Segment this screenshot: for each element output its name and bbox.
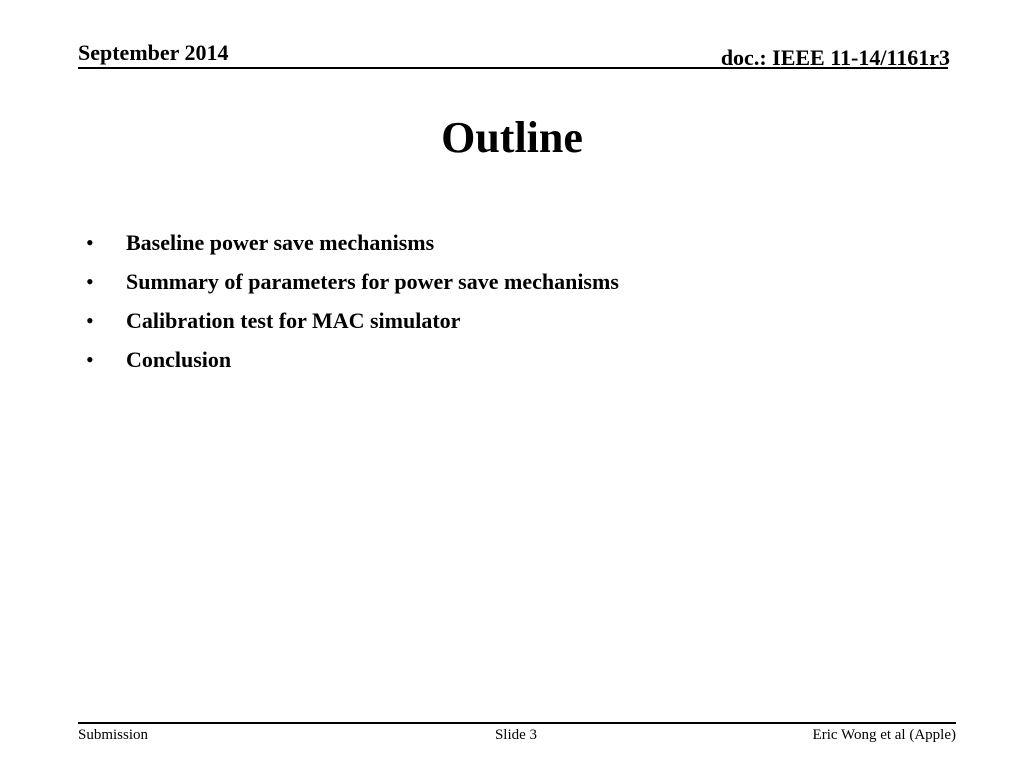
bullet-item: [86, 267, 946, 306]
bullet-text: Calibration test for MAC simulator: [126, 308, 461, 333]
bullet-list: [86, 228, 946, 384]
footer-author: Eric Wong et al (Apple): [812, 727, 956, 743]
bullet-icon: •: [86, 230, 94, 255]
footer-divider: [78, 722, 956, 724]
bullet-text: Summary of parameters for power save mechanisms: [126, 269, 619, 294]
header-divider: [78, 67, 948, 69]
bullet-item: [86, 228, 946, 267]
footer-slide-number: Slide 3: [494, 727, 538, 743]
bullet-item: [86, 345, 946, 384]
bullet-text: Baseline power save mechanisms: [126, 230, 435, 255]
footer-submission: Submission: [78, 727, 149, 743]
header-date: September 2014: [78, 40, 229, 65]
header-doc-id: doc.: IEEE 11-14/1161r3: [720, 45, 950, 70]
bullet-icon: •: [86, 347, 94, 372]
bullet-icon: •: [86, 269, 94, 294]
bullet-text: Conclusion: [126, 347, 232, 372]
bullet-icon: •: [86, 308, 94, 333]
bullet-item: [86, 306, 946, 345]
slide-title: Outline: [441, 113, 583, 162]
